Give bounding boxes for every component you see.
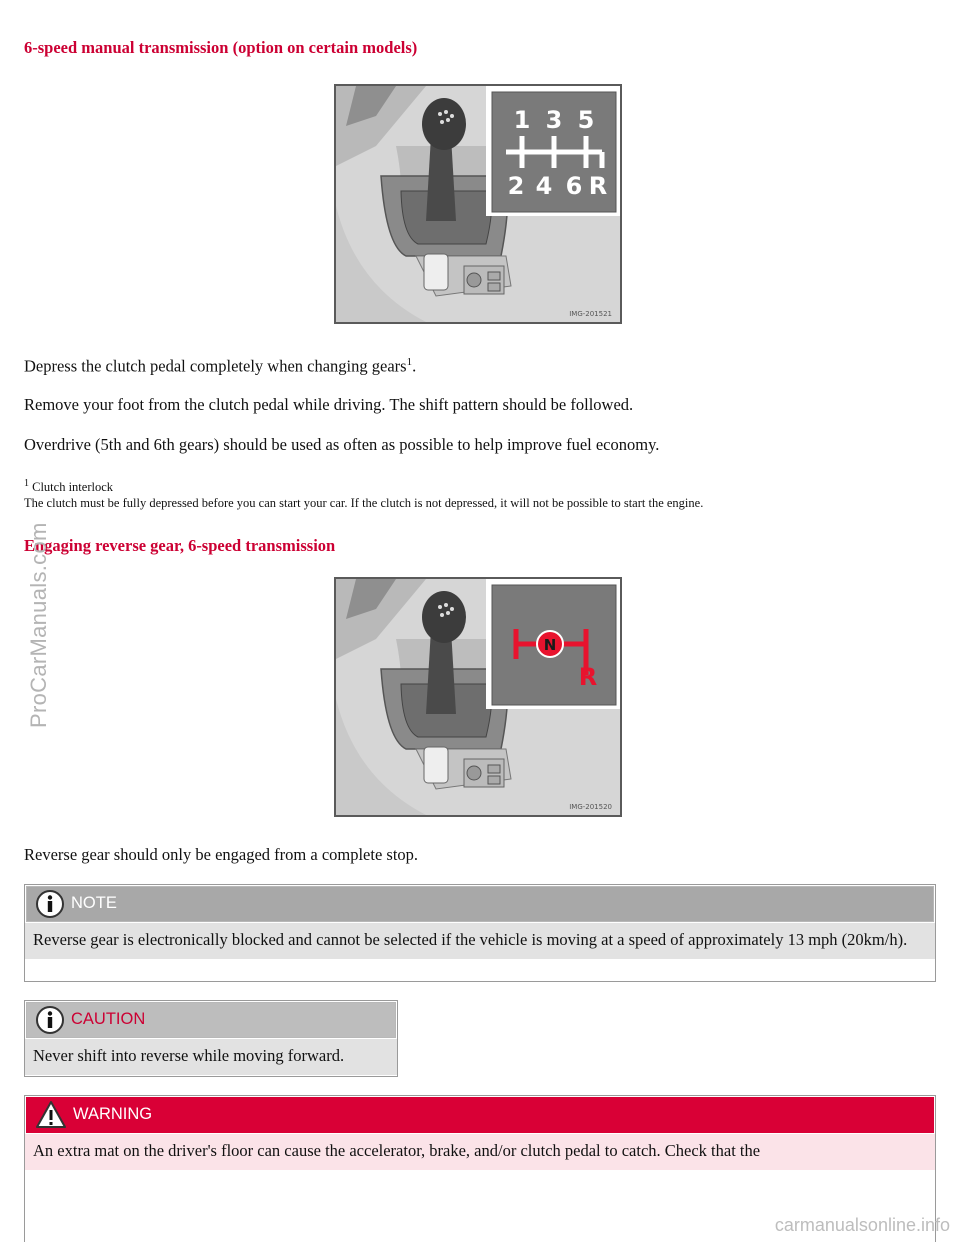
note-box — [24, 884, 936, 982]
heading-six-speed: 6-speed manual transmission (option on certain models) — [24, 38, 418, 57]
gear-label-top: 3 — [545, 106, 563, 134]
note-label: NOTE — [71, 894, 117, 912]
figure-reverse-gear — [334, 577, 622, 817]
footer-watermark: carmanualsonline.info — [774, 1215, 950, 1235]
side-watermark: ProCarManuals.com — [26, 522, 51, 728]
gear-label-bottom: R — [588, 172, 608, 200]
warning-text: An extra mat on the driver's floor can cause the accelerator, brake, and/or clutch pedal to catch. Check that the — [25, 1134, 935, 1170]
figure-code: IMG-201521 — [569, 310, 612, 318]
heading-reverse: Engaging reverse gear, 6-speed transmission — [24, 536, 336, 555]
info-icon — [35, 1005, 65, 1039]
warning-label: WARNING — [73, 1105, 153, 1123]
gear-label-top: 5 — [577, 106, 595, 134]
gear-console-illustration — [336, 86, 620, 322]
warning-header — [26, 1097, 934, 1133]
gear-label-top: 1 — [513, 106, 531, 134]
paragraph-remove-foot: Remove your foot from the clutch pedal while driving. The shift pattern should be followed. — [24, 395, 634, 414]
paragraph-clutch — [24, 351, 416, 378]
paragraph-reverse-stop: Reverse gear should only be engaged from a complete stop. — [24, 845, 419, 864]
footnote-text: The clutch must be fully depressed before you can start your car. If the clutch is not depressed, it will not be possible to start the engine. — [24, 496, 704, 511]
neutral-label: N — [543, 636, 557, 654]
gear-label-bottom: 4 — [535, 172, 553, 200]
caution-box — [24, 1000, 398, 1077]
figure-gear-shift-pattern — [334, 84, 622, 324]
footnote — [24, 476, 936, 511]
footnote-ref: 1 — [406, 356, 413, 368]
warning-triangle-icon — [35, 1100, 67, 1134]
clutch-text: Depress the clutch pedal completely when changing gears — [24, 356, 407, 376]
footnote-marker: 1 — [24, 478, 29, 489]
note-text: Reverse gear is electronically blocked and cannot be selected if the vehicle is moving at a speed of approximately 13 mph (20km/h). — [25, 923, 935, 959]
reverse-label: R — [578, 663, 598, 691]
footnote-title: Clutch interlock — [32, 480, 114, 495]
gear-label-bottom: 6 — [565, 172, 583, 200]
reverse-console-illustration — [336, 579, 620, 815]
caution-label: CAUTION — [71, 1010, 146, 1028]
info-icon — [35, 889, 65, 923]
gear-label-bottom: 2 — [507, 172, 525, 200]
figure-code: IMG-201520 — [569, 803, 612, 811]
caution-header — [26, 1002, 396, 1038]
clutch-period: . — [412, 356, 417, 376]
caution-text: Never shift into reverse while moving forward. — [25, 1039, 397, 1075]
paragraph-overdrive: Overdrive (5th and 6th gears) should be used as often as possible to help improve fuel economy. — [24, 435, 660, 454]
note-header — [26, 886, 934, 922]
